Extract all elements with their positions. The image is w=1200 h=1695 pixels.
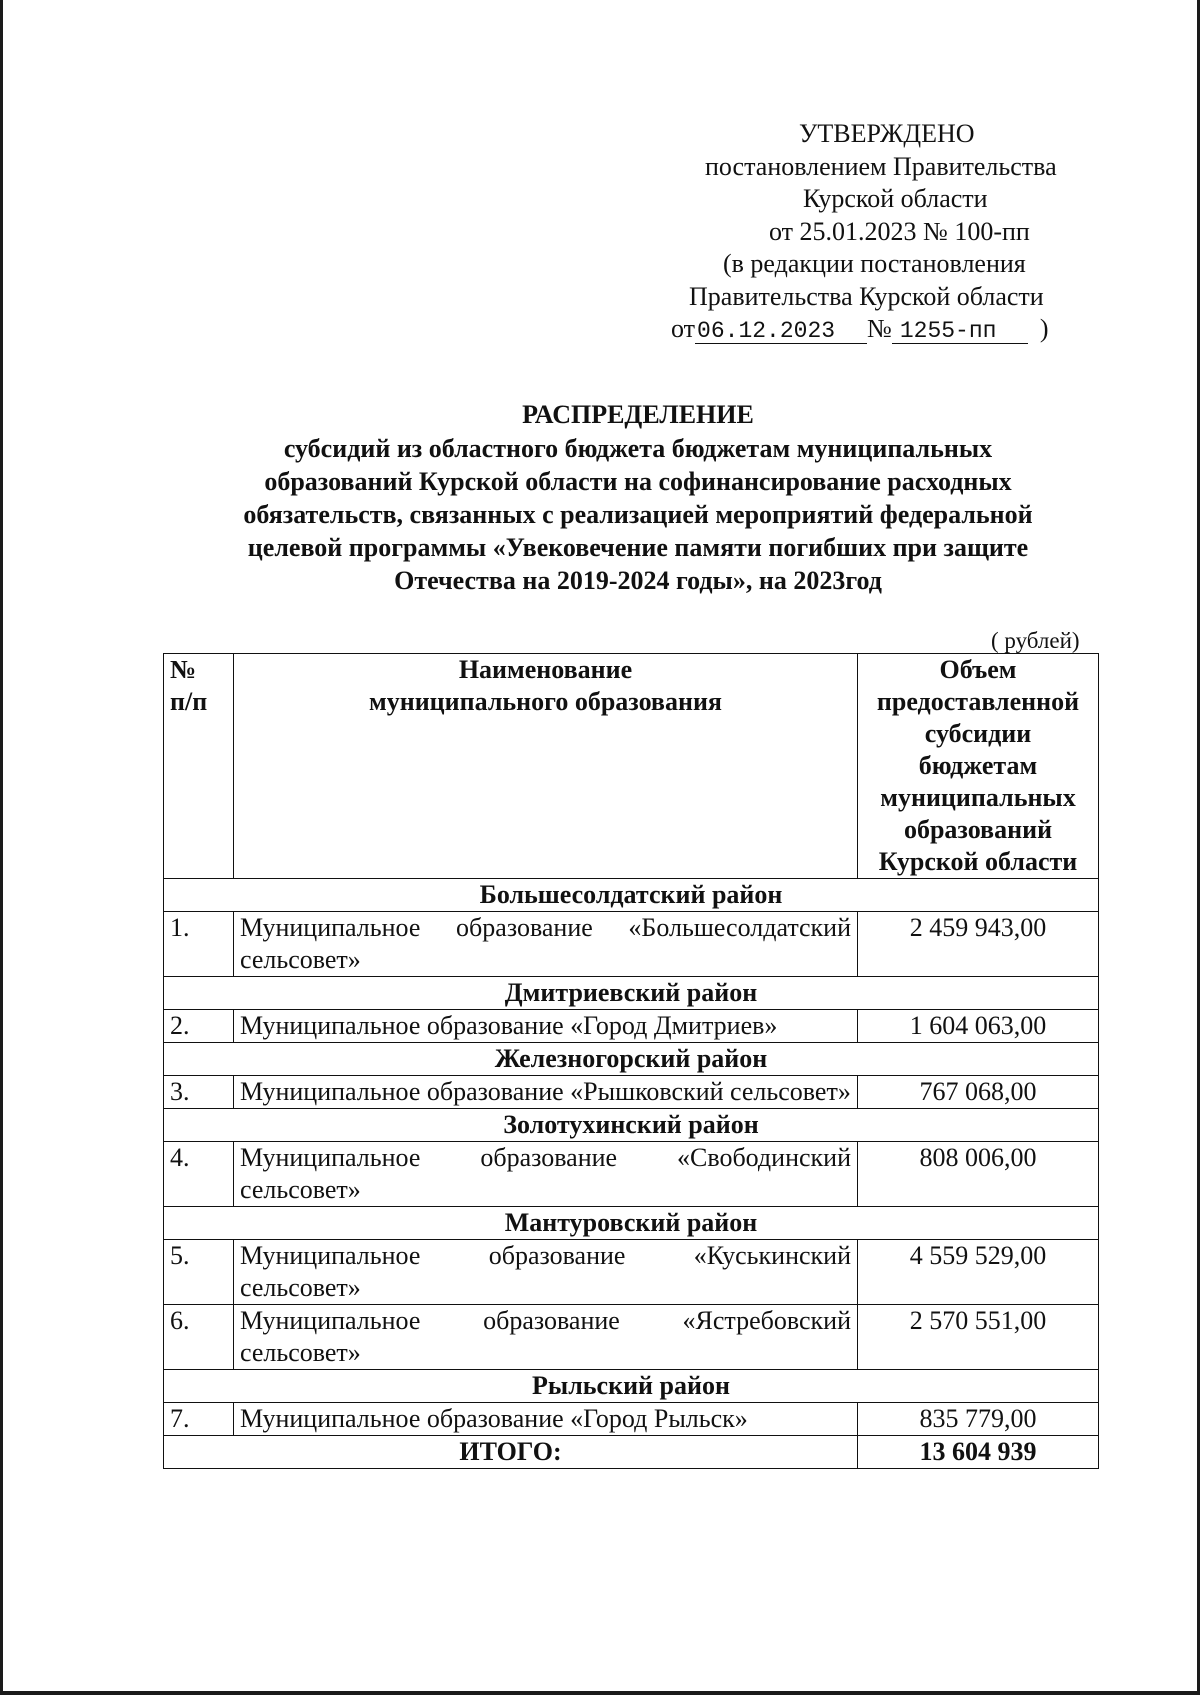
total-row — [164, 1436, 1099, 1469]
table-row — [164, 1240, 1099, 1305]
subsidy-amount: 767 068,00 — [858, 1076, 1099, 1109]
municipality-name: Муниципальное образование «Ястребовский сельсовет» — [234, 1305, 858, 1370]
municipality-name: Муниципальное образование «Рышковский сельсовет» — [234, 1076, 858, 1109]
amendment-date: 06.12.2023 — [695, 319, 867, 344]
table-row — [164, 1010, 1099, 1043]
subsidy-amount: 808 006,00 — [858, 1142, 1099, 1207]
district-name: Рыльский район — [164, 1370, 1099, 1403]
document-title — [153, 398, 1123, 597]
close-paren: ) — [1039, 314, 1049, 343]
approval-line: Правительства Курской области — [689, 281, 1044, 311]
title-line: субсидий из областного бюджета бюджетам муниципальных — [283, 434, 993, 463]
table-row — [164, 1076, 1099, 1109]
district-name: Золотухинский район — [164, 1109, 1099, 1142]
municipality-name: Муниципальное образование «Свободинский сельсовет» — [234, 1142, 858, 1207]
row-number: 2. — [164, 1010, 234, 1043]
approval-line: Курской области — [803, 184, 988, 213]
subsidy-amount: 835 779,00 — [858, 1403, 1099, 1436]
row-number: 6. — [164, 1305, 234, 1370]
title-line: целевой программы «Увековечение памяти погибших при защите — [247, 533, 1029, 562]
district-row — [164, 879, 1099, 912]
amendment-number: 1255-пп — [892, 319, 1028, 344]
distribution-table — [163, 653, 1099, 1469]
row-number: 1. — [164, 912, 234, 977]
title-line: образований Курской области на софинансирование расходных — [264, 467, 1012, 496]
municipality-name: Муниципальное образование «Город Дмитриев» — [234, 1010, 858, 1043]
district-row — [164, 1370, 1099, 1403]
subsidy-amount: 2 570 551,00 — [858, 1305, 1099, 1370]
header-amount: Объем предоставленной субсидии бюджетам муниципальных образований Курской области — [858, 654, 1099, 879]
approval-line: (в редакции постановления — [723, 249, 1026, 278]
district-name: Мантуровский район — [164, 1207, 1099, 1240]
district-row — [164, 1109, 1099, 1142]
district-row — [164, 1043, 1099, 1076]
table-row — [164, 1403, 1099, 1436]
number-sign: № — [867, 314, 892, 343]
title-line: обязательств, связанных с реализацией мероприятий федеральной — [243, 500, 1033, 529]
district-row — [164, 1207, 1099, 1240]
row-number: 5. — [164, 1240, 234, 1305]
subsidy-amount: 1 604 063,00 — [858, 1010, 1099, 1043]
row-number: 4. — [164, 1142, 234, 1207]
total-label: ИТОГО: — [164, 1436, 858, 1469]
row-number: 7. — [164, 1403, 234, 1436]
table-row — [164, 1142, 1099, 1207]
approval-stamp — [643, 118, 1103, 346]
district-row — [164, 977, 1099, 1010]
district-name: Большесолдатский район — [164, 879, 1099, 912]
approval-heading: УТВЕРЖДЕНО — [799, 119, 975, 148]
district-name: Дмитриевский район — [164, 977, 1099, 1010]
district-name: Железногорский район — [164, 1043, 1099, 1076]
title-heading: РАСПРЕДЕЛЕНИЕ — [522, 400, 754, 429]
from-prefix: от — [671, 314, 696, 343]
municipality-name: Муниципальное образование «Большесолдатский сельсовет» — [234, 912, 858, 977]
municipality-name: Муниципальное образование «Куськинский сельсовет» — [234, 1240, 858, 1305]
municipality-name: Муниципальное образование «Город Рыльск» — [234, 1403, 858, 1436]
table-row — [164, 912, 1099, 977]
amendment-line — [643, 313, 1103, 346]
table-header-row — [164, 654, 1099, 879]
row-number: 3. — [164, 1076, 234, 1109]
total-amount: 13 604 939 — [858, 1436, 1099, 1469]
header-name: Наименование муниципального образования — [234, 654, 858, 879]
header-number: № п/п — [164, 654, 234, 879]
approval-line: от 25.01.2023 № 100-пп — [769, 216, 1030, 246]
title-line: Отечества на 2019-2024 годы», на 2023год — [394, 566, 882, 595]
table-row — [164, 1305, 1099, 1370]
units-label: ( рублей) — [991, 628, 1080, 653]
approval-line: постановлением Правительства — [705, 151, 1057, 181]
subsidy-amount: 4 559 529,00 — [858, 1240, 1099, 1305]
subsidy-amount: 2 459 943,00 — [858, 912, 1099, 977]
